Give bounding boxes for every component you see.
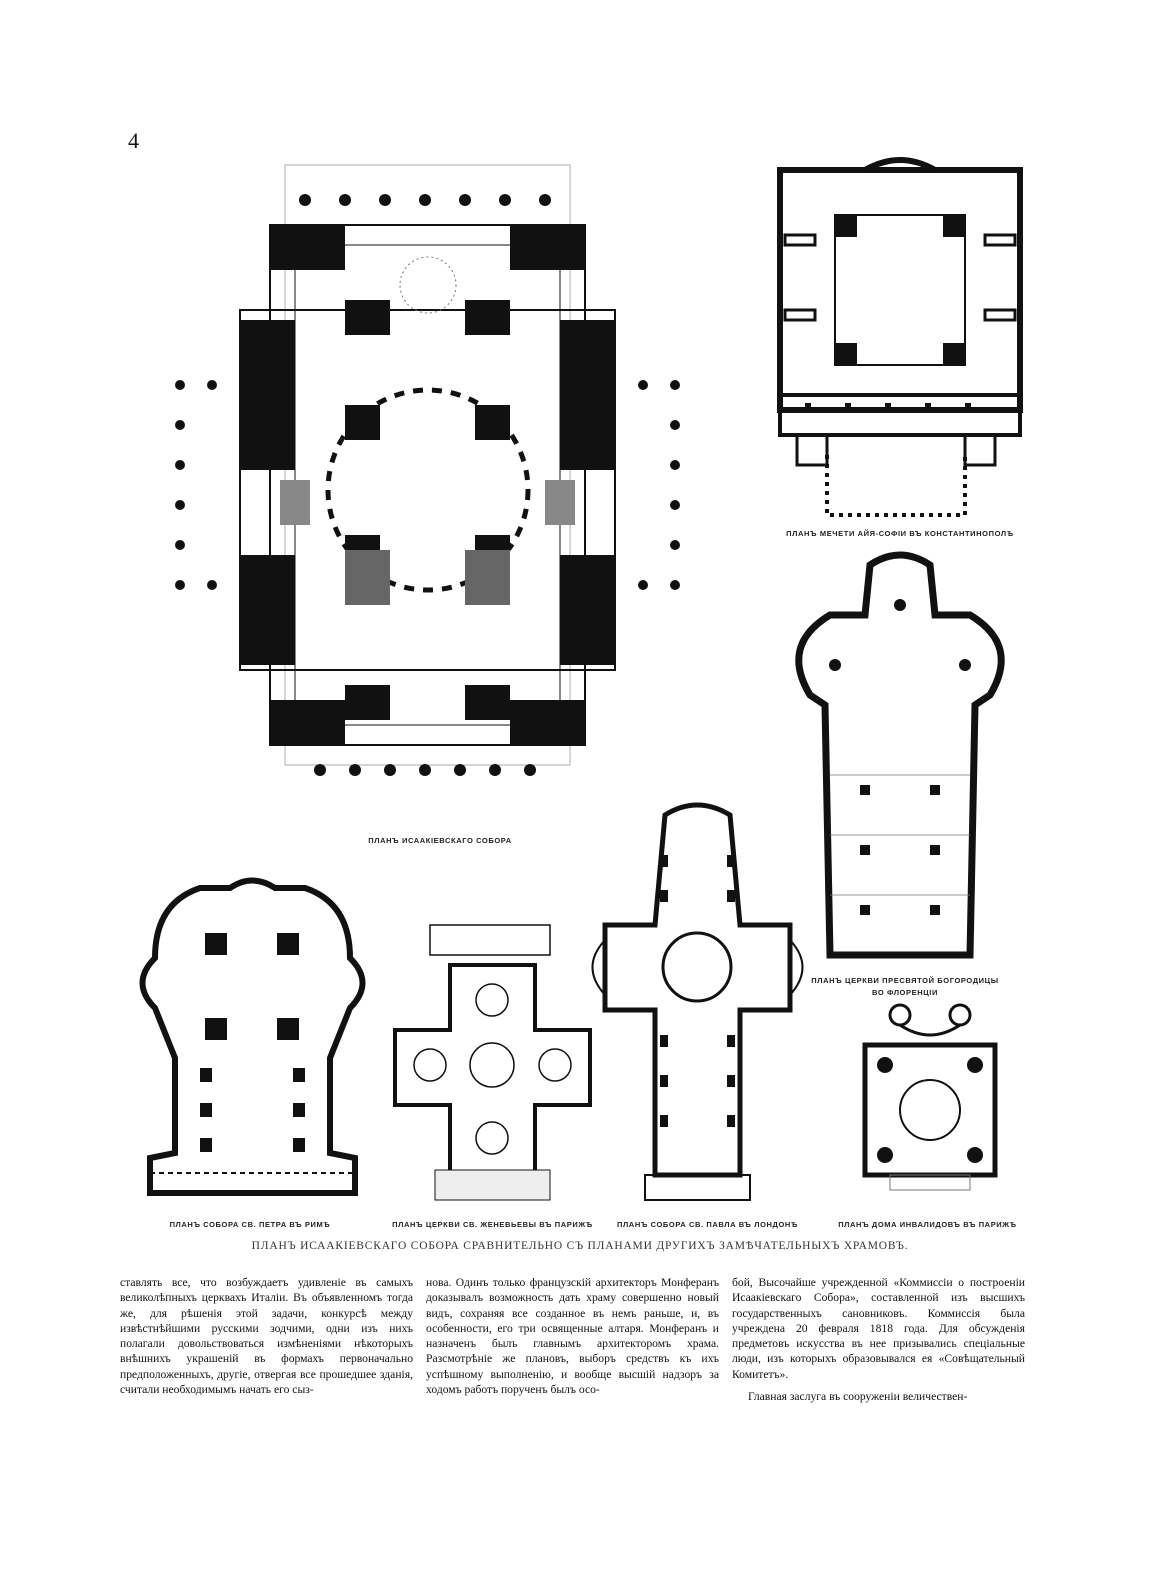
paragraph: бой, Высочайше учрежденной «Коммиссіи о построеніи Исаакіевскаго Собора», составленной изъ высшихъ государственныхъ сановниковъ. Коммиссія была учреждена 20 февраля 1818 года. Для обсужденія предметовъ искусства въ нее призывались спеціальные люди, изъ которыхъ образовывался ея «Совѣщательный Комитетъ». [732, 1276, 1025, 1381]
paragraph: Главная заслуга въ сооруженіи величествен- [748, 1390, 968, 1404]
plan-invalides-paris [855, 1000, 1005, 1200]
text-column-2 [426, 1275, 719, 1404]
text-column-1 [120, 1275, 413, 1404]
paragraph: ставлять все, что возбуждаетъ удивленіе въ самыхъ великолѣпныхъ церквахъ Италіи. Въ объявленномъ тогда же, для рѣшенія этой задачи, конкурсѣ между извѣстнѣйшими русскими зодчими, одни изъ нихъ полагали довольствоваться измѣненіями нѣкоторыхъ внѣшнихъ украшеній въ формахъ первоначально предположенныхъ, другіе, отвергая все прошедшее зданія, считали необходимымъ начать его сыз- [120, 1276, 413, 1397]
caption-st-genevieve: ПЛАНЪ ЦЕРКВИ СВ. ЖЕНЕВЬЕВЫ ВЪ ПАРИЖѢ [392, 1220, 593, 1229]
caption-hagia-sophia: ПЛАНЪ МЕЧЕТИ АЙЯ-СОФІИ ВЪ КОНСТАНТИНОПОЛѢ [786, 529, 1014, 538]
page-number: 4 [128, 128, 139, 153]
plan-st-peter-rome [125, 868, 380, 1213]
figure-caption: ПЛАНЪ ИСААКІЕВСКАГО СОБОРА СРАВНИТЕЛЬНО СЪ ПЛАНАМИ ДРУГИХЪ ЗАМѢЧАТЕЛЬНЫХЪ ХРАМОВЪ. [251, 1240, 909, 1252]
caption-st-peter: ПЛАНЪ СОБОРА СВ. ПЕТРА ВЪ РИМѢ [169, 1220, 331, 1229]
plan-st-paul-london [580, 795, 815, 1215]
body-text [120, 1275, 1025, 1404]
caption-st-isaac: ПЛАНЪ ИСААКІЕВСКАГО СОБОРА [368, 836, 512, 845]
caption-florence-line1: ПЛАНЪ ЦЕРКВИ ПРЕСВЯТОЙ БОГОРОДИЦЫ [811, 976, 999, 985]
text-column-3 [732, 1275, 1025, 1404]
paragraph: нова. Одинъ только французскій архитекторъ Монферанъ доказывалъ возможность дать храму совершенно новый видъ, сохраняя все созданное въ немъ раньше, и, въ особенности, его три освященные алтаря. Монферанъ и назначенъ былъ главнымъ архитекторомъ храма. Разсмотрѣніе же плановъ, выборъ средствъ къ ихъ успѣшному выполненію, и вообще высшій надзоръ за ходомъ работъ порученъ былъ осо- [426, 1276, 719, 1397]
plan-hagia-sophia [775, 155, 1025, 525]
plan-st-isaac-cathedral [150, 160, 710, 800]
caption-st-paul: ПЛАНЪ СОБОРА СВ. ПАВЛА ВЪ ЛОНДОНѢ [616, 1220, 799, 1229]
caption-florence-line2: ВО ФЛОРЕНЦІИ [872, 988, 938, 997]
caption-invalides: ПЛАНЪ ДОМА ИНВАЛИДОВЪ ВЪ ПАРИЖѢ [838, 1220, 1017, 1229]
plan-st-genevieve-paris [385, 920, 600, 1210]
